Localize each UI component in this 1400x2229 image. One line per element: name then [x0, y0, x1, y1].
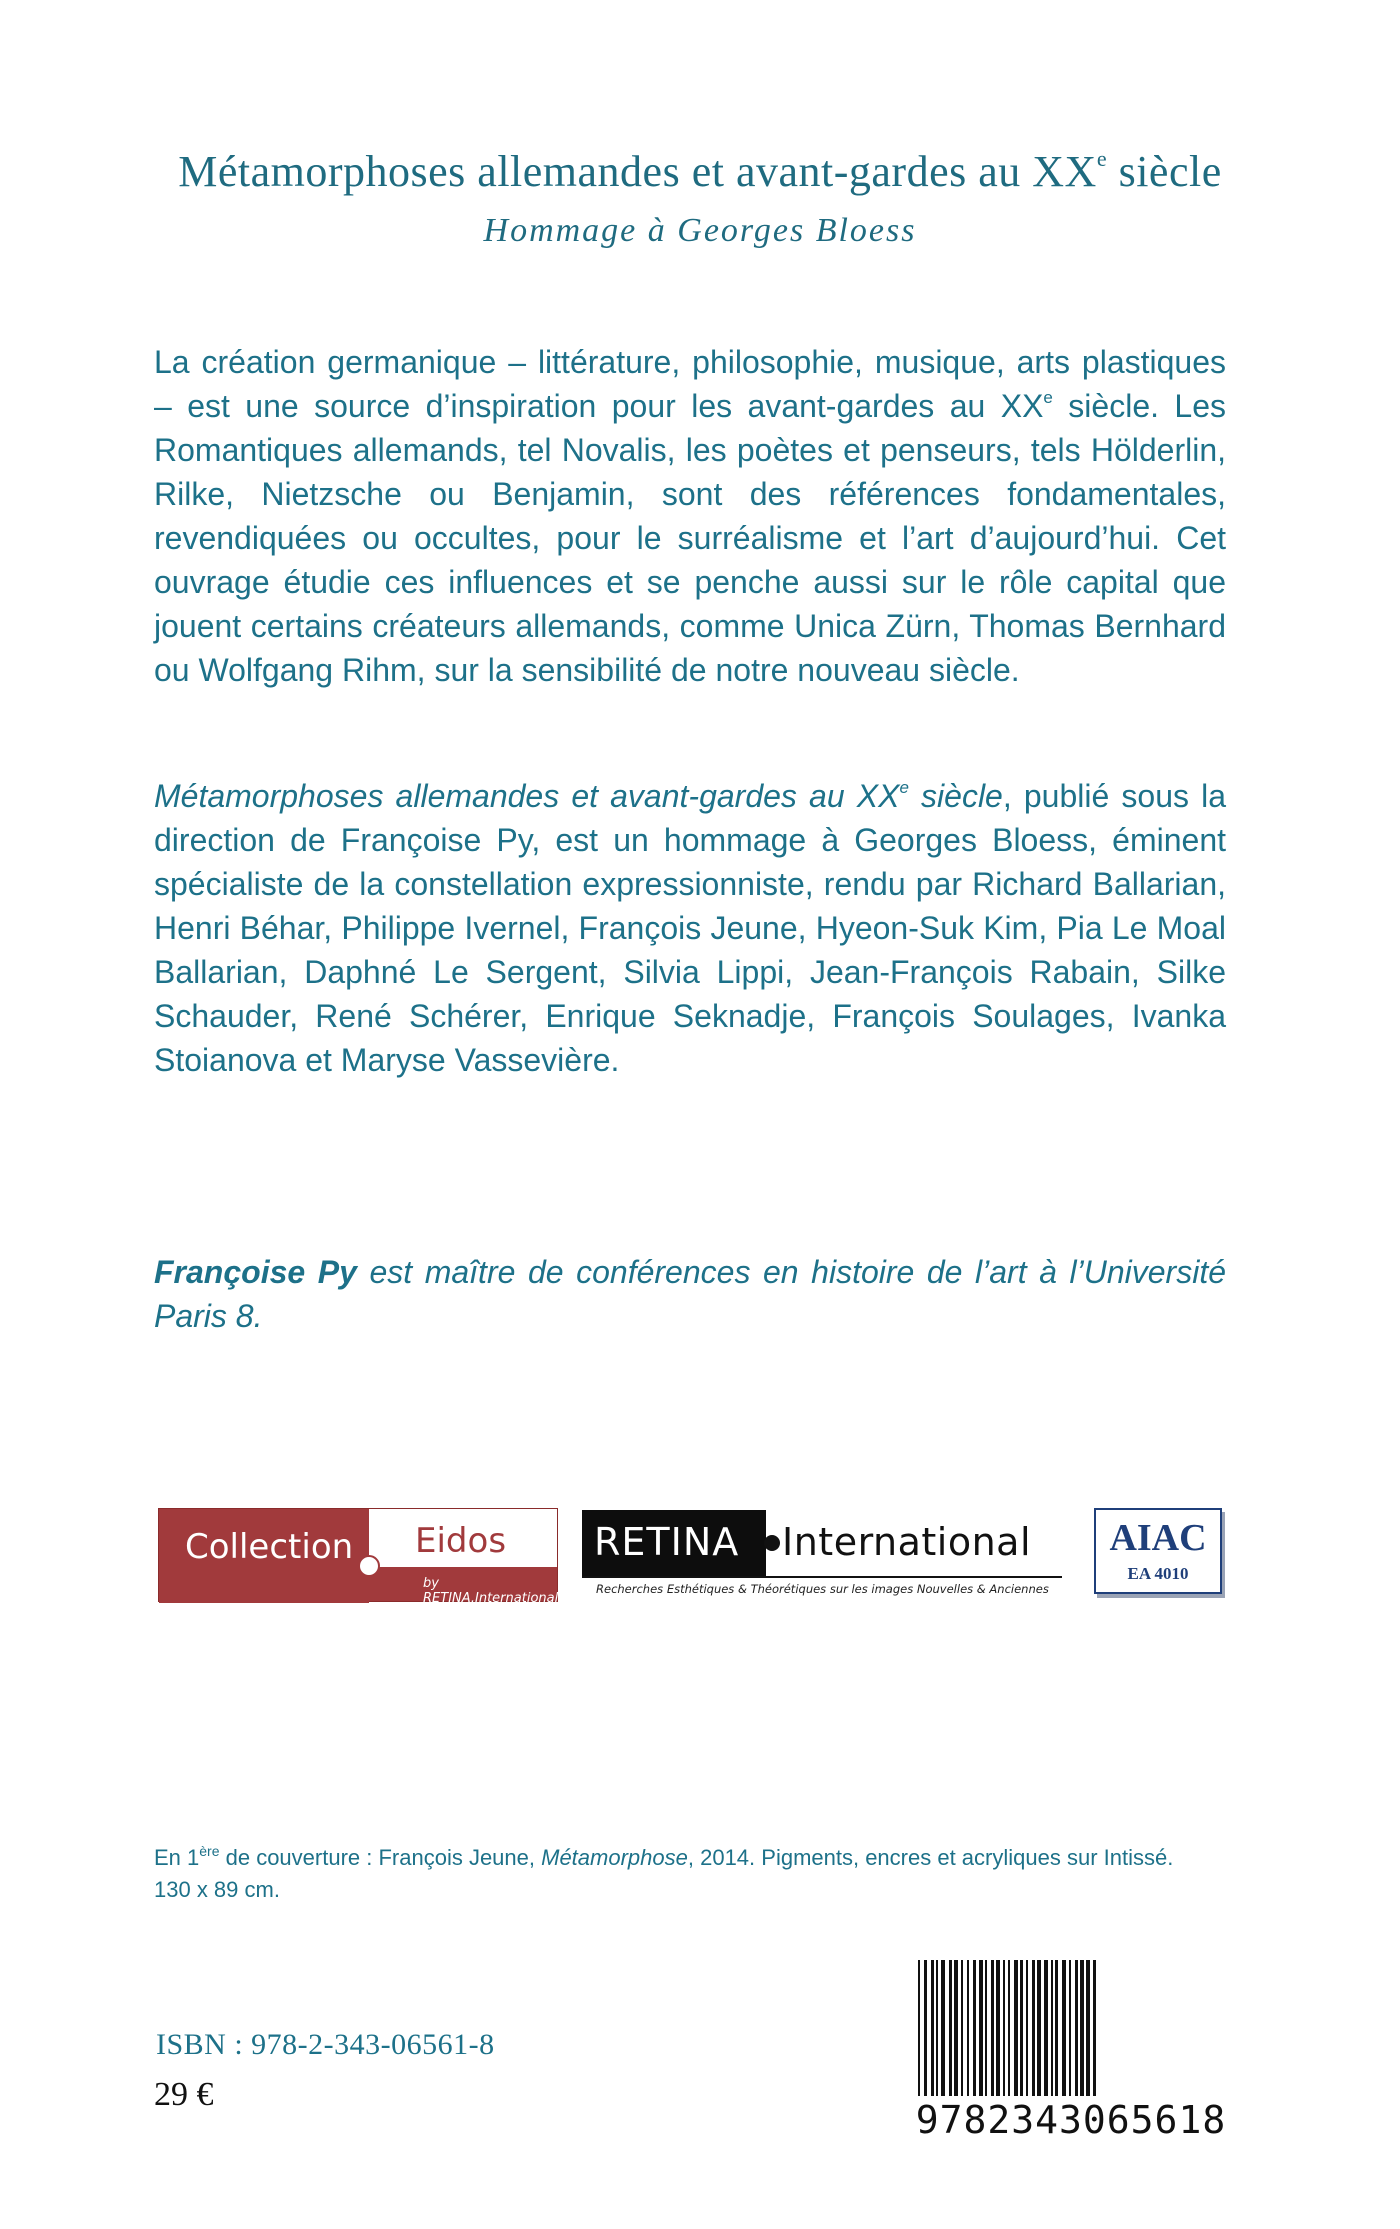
eidos-logo-right-block [369, 1509, 557, 1567]
retina-dot-icon [764, 1535, 780, 1551]
retina-divider [582, 1576, 1062, 1578]
barcode-bar [979, 1960, 983, 2096]
credit-work-title: Métamorphose [541, 1845, 688, 1870]
retina-black-block [582, 1510, 766, 1576]
barcode-bar [936, 1960, 938, 2096]
contributors-book-title: Métamorphoses allemandes et avant-gardes au XX [154, 778, 900, 814]
eidos-collection-label: Collection [185, 1527, 354, 1567]
retina-international-label: International [782, 1520, 1032, 1564]
barcode-bar [1086, 1960, 1090, 2096]
barcode-bar [991, 1960, 994, 2096]
barcode-bar [985, 1960, 987, 2096]
editor-bio-text: est maître de conférences en histoire de l’art à l’Université Paris 8. [154, 1254, 1227, 1334]
aiac-label: AIAC [1109, 1517, 1207, 1559]
collection-eidos-logo [158, 1508, 559, 1606]
editor-name: Françoise Py [154, 1254, 357, 1290]
contributors-superscript: e [899, 778, 909, 797]
title-text: Métamorphoses allemandes et avant-gardes au XX [178, 147, 1097, 196]
title-superscript: e [1096, 146, 1108, 171]
eidos-logo-bar [369, 1567, 559, 1606]
barcode-bar [1003, 1960, 1005, 2096]
isbn: ISBN : 978-2-343-06561-8 [156, 2028, 495, 2061]
credit-dimensions: 130 x 89 cm. [154, 1877, 280, 1902]
barcode-bar [1055, 1960, 1058, 2096]
barcode-bar [1080, 1960, 1084, 2096]
barcode [912, 1960, 1230, 2146]
retina-label: RETINA [594, 1520, 740, 1564]
barcode-bar [949, 1960, 952, 2096]
credit-text-a: de couverture : François Jeune, [219, 1845, 542, 1870]
barcode-bar [924, 1960, 927, 2096]
contributors-paragraph [154, 774, 1226, 1082]
barcode-bar [1093, 1960, 1096, 2096]
description-superscript: e [1043, 388, 1053, 407]
price: 29 € [154, 2076, 214, 2113]
barcode-bar [918, 1960, 920, 2096]
book-subtitle: Hommage à Georges Bloess [483, 212, 917, 249]
contributors-book-title-end: siècle [908, 778, 1003, 814]
aiac-logo [1094, 1508, 1222, 1594]
barcode-bar [967, 1960, 969, 2096]
description-text-a: La création germanique – littérature, philosophie, musique, arts plastiques – est une source d’inspiration pour les avant-gardes au XX [154, 344, 1226, 424]
barcode-bar [1075, 1960, 1078, 2096]
barcode-number: 9782343065618 [915, 2098, 1227, 2142]
barcode-bar [1069, 1960, 1071, 2096]
retina-international-logo [582, 1510, 1062, 1602]
barcode-bar [954, 1960, 958, 2096]
barcode-bar [1062, 1960, 1066, 2096]
credit-superscript: ère [199, 1843, 220, 1859]
barcode-bar [961, 1960, 963, 2096]
barcode-bar [1014, 1960, 1018, 2096]
title-end: siècle [1107, 147, 1222, 196]
barcode-bar [931, 1960, 934, 2096]
editor-bio [154, 1250, 1226, 1338]
eidos-dot-icon [358, 1555, 380, 1577]
cover-credit [154, 1842, 1234, 1906]
barcode-bar [1051, 1960, 1053, 2096]
barcode-bar [941, 1960, 945, 2096]
credit-prefix: En 1 [154, 1845, 200, 1870]
barcode-bar [1037, 1960, 1041, 2096]
description-paragraph [154, 340, 1226, 692]
barcode-bar [1026, 1960, 1028, 2096]
barcode-bar [1008, 1960, 1010, 2096]
contributors-text: , publié sous la direction de Françoise Py, est un hommage à Georges Bloess, éminent spécialiste de la constellation expressionniste, rendu par Richard Ballarian, Henri Béhar, Philippe Ivernel, François Jeune, Hyeon-Suk Kim, Pia Le Moal Ballarian, Daphné Le Sergent, Silvia Lippi, Jean-François Rabain, Silke Schauder, René Schérer, Enrique Seknadje, François Soulages, Ivanka Stoianova et Maryse Vassevière. [154, 778, 1227, 1078]
barcode-bar [973, 1960, 976, 2096]
barcode-bar [996, 1960, 1000, 2096]
credit-text-b: , 2014. Pigments, encres et acryliques sur Intissé. [687, 1845, 1174, 1870]
book-title [0, 146, 1400, 197]
aiac-code: EA 4010 [1127, 1564, 1189, 1583]
eidos-by-label: by RETINA.International [423, 1576, 559, 1606]
barcode-bars-icon [912, 1960, 1230, 2100]
description-text-b: siècle. Les Romantiques allemands, tel Novalis, les poètes et penseurs, tels Hölderlin, Rilke, Nietzsche ou Benjamin, sont des références fondamentales, revendiquées ou occultes, pour le surréalisme et l’art d’aujourd’hui. Cet ouvrage étudie ces influences et se penche aussi sur le rôle capital que jouent certains créateurs allemands, comme Unica Zürn, Thomas Bernhard ou Wolfgang Rihm, sur la sensibilité de notre nouveau siècle. [154, 388, 1227, 688]
barcode-bar [1020, 1960, 1023, 2096]
barcode-bar [1032, 1960, 1035, 2096]
retina-tagline: Recherches Esthétiques & Théorétiques sur les images Nouvelles & Anciennes [596, 1582, 1049, 1596]
eidos-label: Eidos [415, 1521, 507, 1561]
eidos-logo-left-block [159, 1509, 369, 1603]
barcode-bar [1044, 1960, 1048, 2096]
